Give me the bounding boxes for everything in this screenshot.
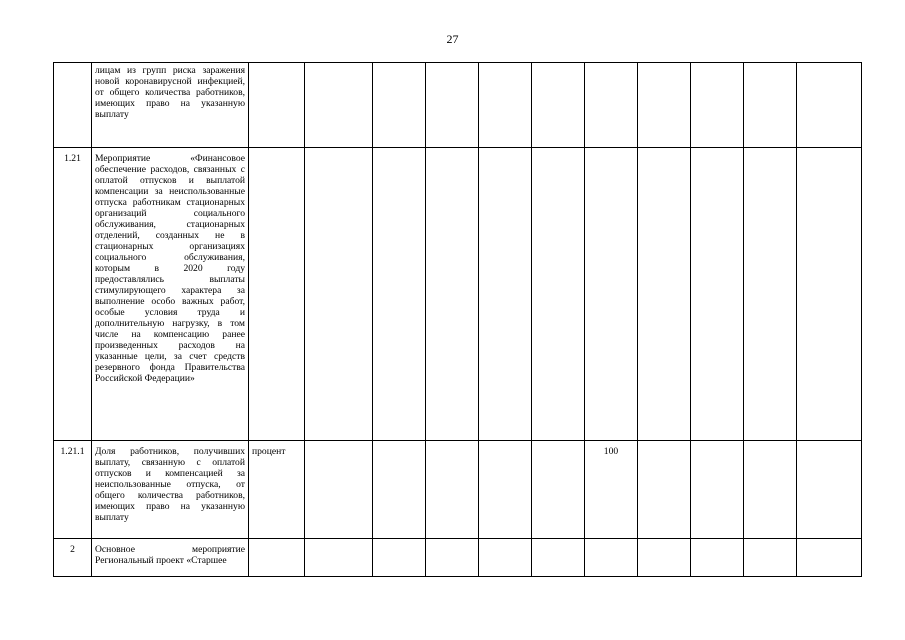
value-cell <box>691 63 744 148</box>
value-cell <box>744 148 797 441</box>
value-cell <box>426 148 479 441</box>
value-cell <box>585 539 638 577</box>
value-cell <box>479 148 532 441</box>
value-cell <box>305 441 373 539</box>
value-cell <box>305 148 373 441</box>
value-cell <box>691 441 744 539</box>
value-cell <box>797 63 862 148</box>
value-cell <box>532 63 585 148</box>
value-cell <box>691 148 744 441</box>
value-cell <box>479 539 532 577</box>
value-cell <box>532 441 585 539</box>
value-cell <box>585 63 638 148</box>
value-cell <box>426 63 479 148</box>
value-cell <box>479 441 532 539</box>
value-cell <box>373 441 426 539</box>
value-cell <box>373 539 426 577</box>
value-cell <box>532 148 585 441</box>
table-row <box>54 539 862 577</box>
value-cell: 100 <box>585 441 638 539</box>
row-number-cell: 1.21 <box>54 148 92 441</box>
value-cell <box>638 539 691 577</box>
value-cell <box>638 441 691 539</box>
value-cell <box>797 539 862 577</box>
table-row <box>54 63 862 148</box>
table-row <box>54 148 862 441</box>
value-cell <box>638 148 691 441</box>
value-cell <box>426 441 479 539</box>
unit-cell: процент <box>249 441 305 539</box>
value-cell <box>305 63 373 148</box>
value-cell <box>305 539 373 577</box>
unit-cell <box>249 539 305 577</box>
description-cell: Доля работников, получивших выплату, связанную с оплатой отпусков и компенсацией за неиспользованные отпуска, от общего количества работников, имеющих право на указанную выплату <box>92 441 249 539</box>
unit-cell <box>249 148 305 441</box>
value-cell <box>479 63 532 148</box>
value-cell <box>744 63 797 148</box>
description-cell: Мероприятие «Финансовое обеспечение расходов, связанных с оплатой отпусков и выплатой компенсации за неиспользованные отпуска работникам стационарных организаций социального обслуживания, стационарных отделений, созданных не в стационарных организациях социального обслуживания, которым в 2020 году предоставлялись выплаты стимулирующего характера за выполнение особо важных работ, особые условия труда и дополнительную нагрузку, в том числе на компенсацию ранее произведенных расходов на указанные цели, за счет средств резервного фонда Правительства Российской Федерации» <box>92 148 249 441</box>
page-number: 27 <box>446 32 459 46</box>
value-cell <box>585 148 638 441</box>
row-number-cell: 2 <box>54 539 92 577</box>
value-cell <box>744 441 797 539</box>
description-cell: Основное мероприятие Региональный проект «Старшее <box>92 539 249 577</box>
value-cell <box>373 148 426 441</box>
value-cell <box>373 63 426 148</box>
row-number-cell <box>54 63 92 148</box>
indicator-table <box>53 62 862 577</box>
value-cell <box>691 539 744 577</box>
value-cell <box>797 441 862 539</box>
value-cell <box>426 539 479 577</box>
unit-cell <box>249 63 305 148</box>
table-row <box>54 441 862 539</box>
value-cell <box>797 148 862 441</box>
row-number-cell: 1.21.1 <box>54 441 92 539</box>
description-cell: лицам из групп риска заражения новой коронавирусной инфекцией, от общего количества работников, имеющих право на указанную выплату <box>92 63 249 148</box>
value-cell <box>638 63 691 148</box>
value-cell <box>744 539 797 577</box>
value-cell <box>532 539 585 577</box>
